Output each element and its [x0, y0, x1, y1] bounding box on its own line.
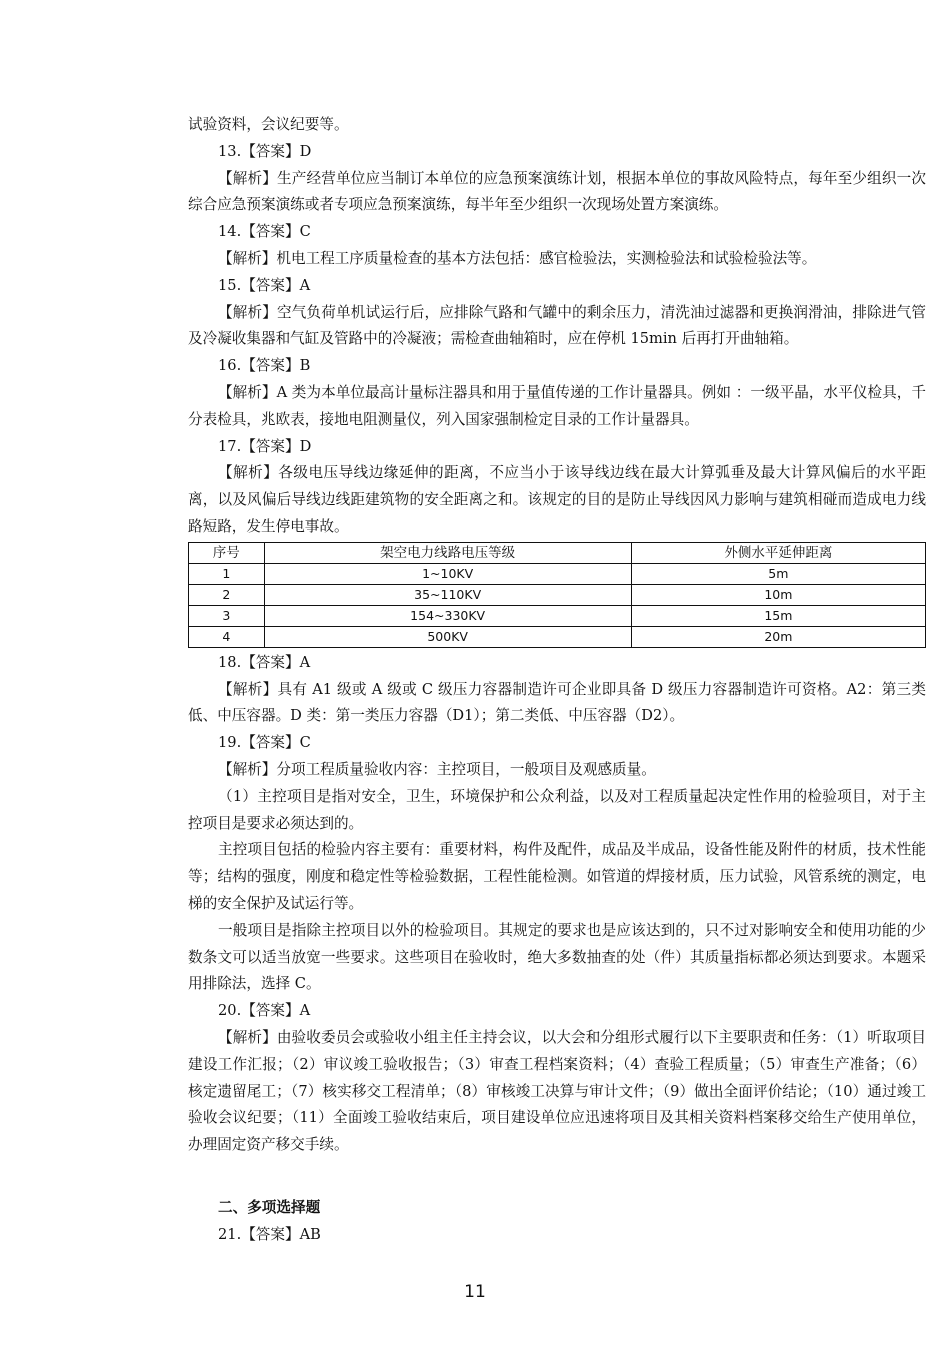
explanation-19-main-items: 主控项目包括的检验内容主要有：重要材料，构件及配件，成品及半成品，设备性能及附件的材质，技术性能等；结构的强度，刚度和稳定性等检验数据，工程性能检测。如管道的焊接材质，压力试验，风管系统的测定，电梯的安全保护及试运行等。 [188, 841, 926, 912]
table-cell: 20m [631, 626, 925, 647]
table-cell: 5m [631, 563, 925, 584]
answer-14: 14.【答案】C [218, 223, 311, 241]
explanation-15: 【解析】空气负荷单机试运行后，应排除气路和气罐中的剩余压力，清洗油过滤器和更换润滑油，排除进气管及冷凝收集器和气缸及管路中的冷凝液；需检查曲轴箱时，应在停机 15min 后再打开曲轴箱。 [188, 303, 926, 348]
answer-13: 13.【答案】D [218, 142, 312, 160]
table-cell: 500KV [264, 626, 631, 647]
table-row [189, 626, 926, 647]
answer-20: 20.【答案】A [218, 1002, 311, 1020]
explanation-13: 【解析】生产经营单位应当制订本单位的应急预案演练计划，根据本单位的事故风险特点，每年至少组织一次综合应急预案演练或者专项应急预案演练，每半年至少组织一次现场处置方案演练。 [188, 169, 926, 214]
table-row [189, 605, 926, 626]
column-header: 外侧水平延伸距离 [631, 542, 925, 563]
explanation-19-general-items: 一般项目是指除主控项目以外的检验项目。其规定的要求也是应该达到的，只不过对影响安全和使用功能的少数条文可以适当放宽一些要求。这些项目在验收时，绝大多数抽查的处（件）其质量指标都必须达到要求。本题采用排除法，选择 C。 [188, 921, 926, 993]
table-cell: 10m [631, 584, 925, 605]
text-line: 试验资料，会议纪要等。 [188, 116, 349, 133]
table-row [189, 563, 926, 584]
table-cell: 3 [189, 605, 265, 626]
answer-17: 17.【答案】D [218, 437, 312, 455]
explanation-17: 【解析】各级电压导线边缘延伸的距离，不应当小于该导线边线在最大计算弧垂及最大计算风偏后的水平距离，以及风偏后导线边线距建筑物的安全距离之和。该规定的目的是防止导线因风力影响与建筑相碰而造成电力线路短路，发生停电事故。 [188, 464, 926, 535]
explanation-14: 【解析】机电工程工序质量检查的基本方法包括：感官检验法，实测检验法和试验检验法等。 [218, 249, 817, 267]
document-body [188, 112, 926, 1248]
voltage-distance-table [188, 542, 926, 648]
table-cell: 2 [189, 584, 265, 605]
table-cell: 35~110KV [264, 584, 631, 605]
column-header: 架空电力线路电压等级 [264, 542, 631, 563]
explanation-20: 【解析】由验收委员会或验收小组主任主持会议，以大会和分组形式履行以下主要职责和任务：（1）听取项目建设工作汇报；（2）审议竣工验收报告；（3）审查工程档案资料；（4）查验工程质量；（5）审查生产准备；（6）核定遗留尾工；（7）核实移交工程清单；（8）审核竣工决算与审计文件；（9）做出全面评价结论；（10）通过竣工验收会议纪要；（11）全面竣工验收结束后，项目建设单位应迅速将项目及其相关资料档案移交给生产使用单位，办理固定资产移交手续。 [188, 1028, 926, 1154]
table-header-row [189, 542, 926, 563]
section-heading: 二、多项选择题 [218, 1198, 321, 1216]
answer-19: 19.【答案】C [218, 734, 311, 752]
explanation-19: 【解析】分项工程质量验收内容：主控项目，一般项目及观感质量。 [218, 760, 656, 778]
answer-21: 21.【答案】AB [218, 1225, 321, 1243]
table-cell: 4 [189, 626, 265, 647]
explanation-19-item-1: （1）主控项目是指对安全，卫生，环境保护和公众利益，以及对工程质量起决定性作用的检验项目，对于主控项目是要求必须达到的。 [188, 787, 926, 832]
table-cell: 15m [631, 605, 925, 626]
explanation-18: 【解析】具有 A1 级或 A 级或 C 级压力容器制造许可企业即具备 D 级压力容器制造许可资格。A2：第三类低、中压容器。D 类：第一类压力容器（D1）；第二类低、中压容器（D2）。 [188, 680, 926, 725]
page-number: 11 [464, 1282, 486, 1302]
explanation-16: 【解析】A 类为本单位最高计量标注器具和用于量值传递的工作计量器具。例如 ：一级平晶，水平仪检具，千分表检具，兆欧表，接地电阻测量仪，列入国家强制检定目录的工作计量器具。 [188, 383, 926, 428]
table-cell: 1 [189, 563, 265, 584]
section-spacer [188, 1159, 926, 1195]
column-header: 序号 [189, 542, 265, 563]
table-cell: 1~10KV [264, 563, 631, 584]
answer-16: 16.【答案】B [218, 357, 311, 375]
answer-15: 15.【答案】A [218, 276, 311, 294]
table-cell: 154~330KV [264, 605, 631, 626]
table-row [189, 584, 926, 605]
answer-18: 18.【答案】A [218, 653, 311, 671]
